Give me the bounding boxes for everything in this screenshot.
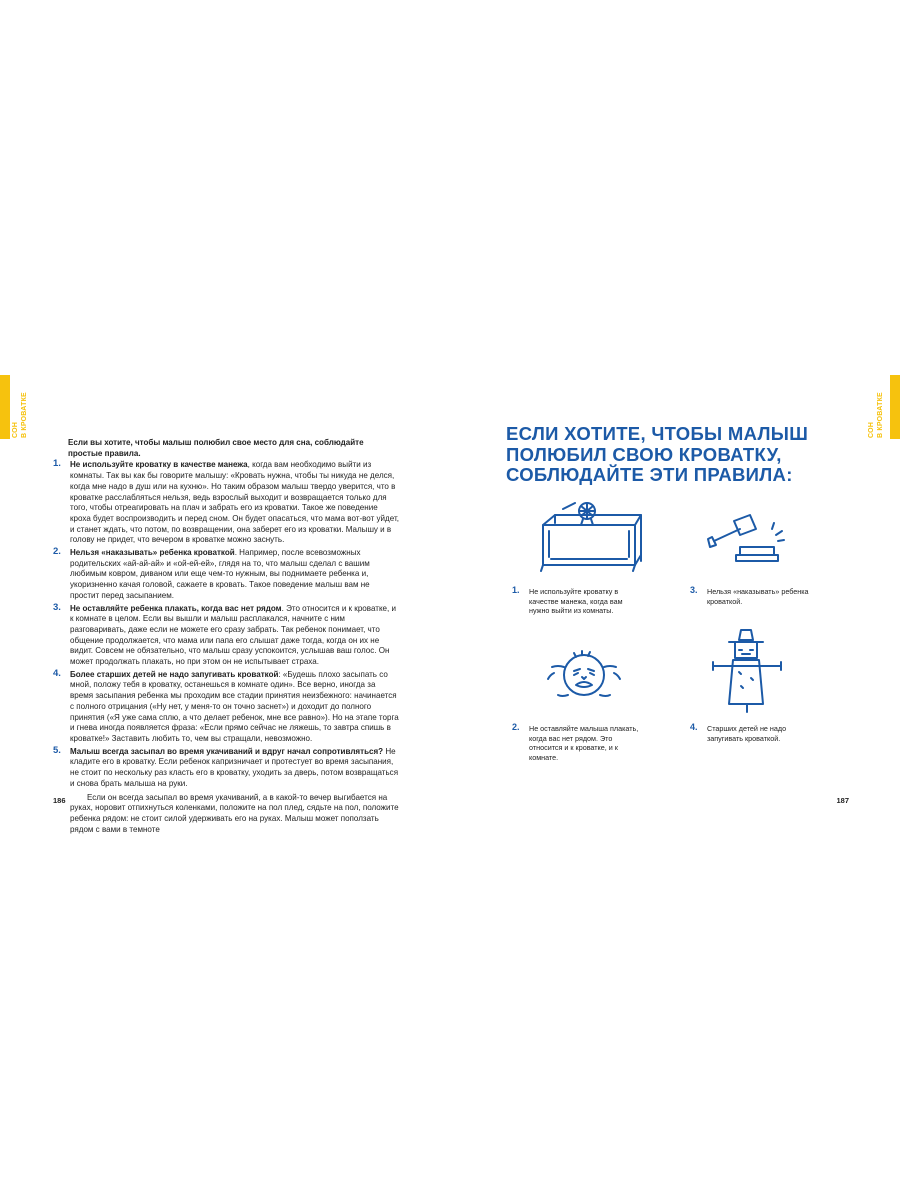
rule-item-2 xyxy=(53,548,400,602)
rule-number: 5. xyxy=(53,744,61,756)
section-tab-marker xyxy=(890,375,900,439)
section-tab-marker xyxy=(0,375,10,439)
section-tab-line1: СОН xyxy=(868,422,875,438)
rule-text: Не кладите его в кроватку. Если ребенок капризничает и протестует во время засыпания, не стоит по нескольку раз класть его в кроватку, уходить за дверь, потом возвращаться и снова брать малыша на руки. xyxy=(70,746,399,788)
rule-item-5 xyxy=(53,744,400,790)
rule-lead: Не оставляйте ребенка плакать, когда вас нет рядом xyxy=(70,603,282,613)
page-headline: ЕСЛИ ХОТИТЕ, ЧТОБЫ МАЛЫШ ПОЛЮБИЛ СВОЮ КРОВАТКУ, СОБЛЮДАЙТЕ ЭТИ ПРАВИЛА: xyxy=(506,423,809,485)
rule-lead: Более старших детей не надо запугивать кроваткой xyxy=(70,669,279,679)
caption-text: Старших детей не надо запугивать кроваткой. xyxy=(707,724,787,743)
section-tab-line2: В КРОВАТКЕ xyxy=(877,392,884,438)
rule-item-3 xyxy=(53,601,400,668)
section-tab-line2: В КРОВАТКЕ xyxy=(21,392,28,438)
page-number: 186 xyxy=(53,796,66,805)
section-tab-label xyxy=(867,378,889,438)
body-text xyxy=(53,438,400,835)
caption-2 xyxy=(512,724,642,762)
caption-3 xyxy=(690,587,820,606)
caption-text: Нельзя «наказывать» ребенка кроваткой. xyxy=(707,587,809,606)
rule-text: : «Будешь плохо засыпать со мной, положу тебя в кроватку, останешься в комнате один». Все верно, иногда за время засыпания ребенка мы проходим все стадии принятия неизбежного: начинается с полного отрицания («Ну нет, у меня-то он точно заснет») и доходит до полного принятия («Я уже сама сплю, а что делает ребенок, мне все равно»). Но на этапе торга и гнева иногда появляется фраза: «Если прямо сейчас не ляжешь, то завтра спишь в кроватке!» Заставить любить то, чем вы стращали, невозможно. xyxy=(70,669,399,743)
section-tab-line1: СОН xyxy=(12,422,19,438)
right-page xyxy=(450,0,900,1200)
caption-text: Не используйте кроватку в качестве манежа, когда вам нужно выйти из комнаты. xyxy=(529,587,623,616)
rule-number: 4. xyxy=(53,667,61,679)
rule-text: . Это относится и к кроватке, и к комнате в целом. Если вы вышли и малыш расплакался, начните с ним разговаривать, даже если не можете его сразу забрать. Так ребенок понимает, что общение продолжается, что мама или папа его слышат даже тогда, когда он их не видит. Совсем не обязательно, что малыш сразу успокоится, услышав ваш голос. Он может продолжать плакать, но при этом он не испытывает страха. xyxy=(70,603,396,667)
caption-number: 1. xyxy=(512,585,520,595)
caption-4 xyxy=(690,724,820,743)
caption-number: 2. xyxy=(512,722,520,732)
rule-number: 2. xyxy=(53,546,61,558)
caption-number: 3. xyxy=(690,585,698,595)
page-number: 187 xyxy=(836,796,849,805)
caption-1 xyxy=(512,587,637,616)
caption-number: 4. xyxy=(690,722,698,732)
rule-text: . Например, после всевозможных родительских «ай-ай-ай» и «ой-ей-ей», глядя на то, что малыш сделал с вашим любимым ковром, диваном или еще чем-то нужным, вы поднимаете ребенка и, укоризненно качая головой, сажаете в кровать. Такое поведение малыш вам не простит перед засыпанием. xyxy=(70,548,370,600)
intro-sentence: Если вы хотите, чтобы малыш полюбил свое место для сна, соблюдайте простые правила. xyxy=(68,438,364,458)
scarecrow-illustration xyxy=(705,628,789,714)
caption-text: Не оставляйте малыша плакать, когда вас нет рядом. Это относится и к кроватке, и к комнате. xyxy=(529,724,639,762)
rule-item-4 xyxy=(53,667,400,745)
rule-text: , когда вам необходимо выйти из комнаты. Так вы как бы говорите малышу: «Кровать нужна, чтобы ты никуда не делся, когда мне надо в душ или на кухню». Но таким образом малыш твердо уверится, что в кроватке расслабляться нельзя, ведь взрослый выходит и возвращается только для того, чтобы отреагировать на плач и забрать его из кроватки. Такое же поведение кроха будет воспроизводить и перед сном. Он будет опасаться, что мама вот-вот уйдет, и станет ждать, что потом, по возвращении, она заберет его из кроватки. Малышу и в голову не придет, что вечером в кроватке можно заснуть. xyxy=(70,460,399,545)
rule-lead: Не используйте кроватку в качестве манежа xyxy=(70,460,248,470)
rule-number: 1. xyxy=(53,458,61,470)
section-tab-label xyxy=(11,378,33,438)
gavel-illustration xyxy=(704,511,788,567)
crib-illustration xyxy=(535,497,647,575)
rule-number: 3. xyxy=(53,601,61,613)
crying-baby-illustration xyxy=(544,645,624,705)
rule-lead: Малыш всегда засыпал во время укачиваний и вдруг начал сопротивляться? xyxy=(70,746,384,756)
rule-item-1 xyxy=(53,460,400,546)
body-paragraph: Если он всегда засыпал во время укачиваний, а в какой-то вечер выгибается на руках, норовит отпихнуться коленками, положите на пол плед, сядьте на пол, положите ребенка рядом: не стоит силой удерживать его на руках. Малыш может поползать рядом с вами в темноте xyxy=(70,792,399,834)
rule-lead: Нельзя «наказывать» ребенка кроваткой xyxy=(70,548,235,558)
